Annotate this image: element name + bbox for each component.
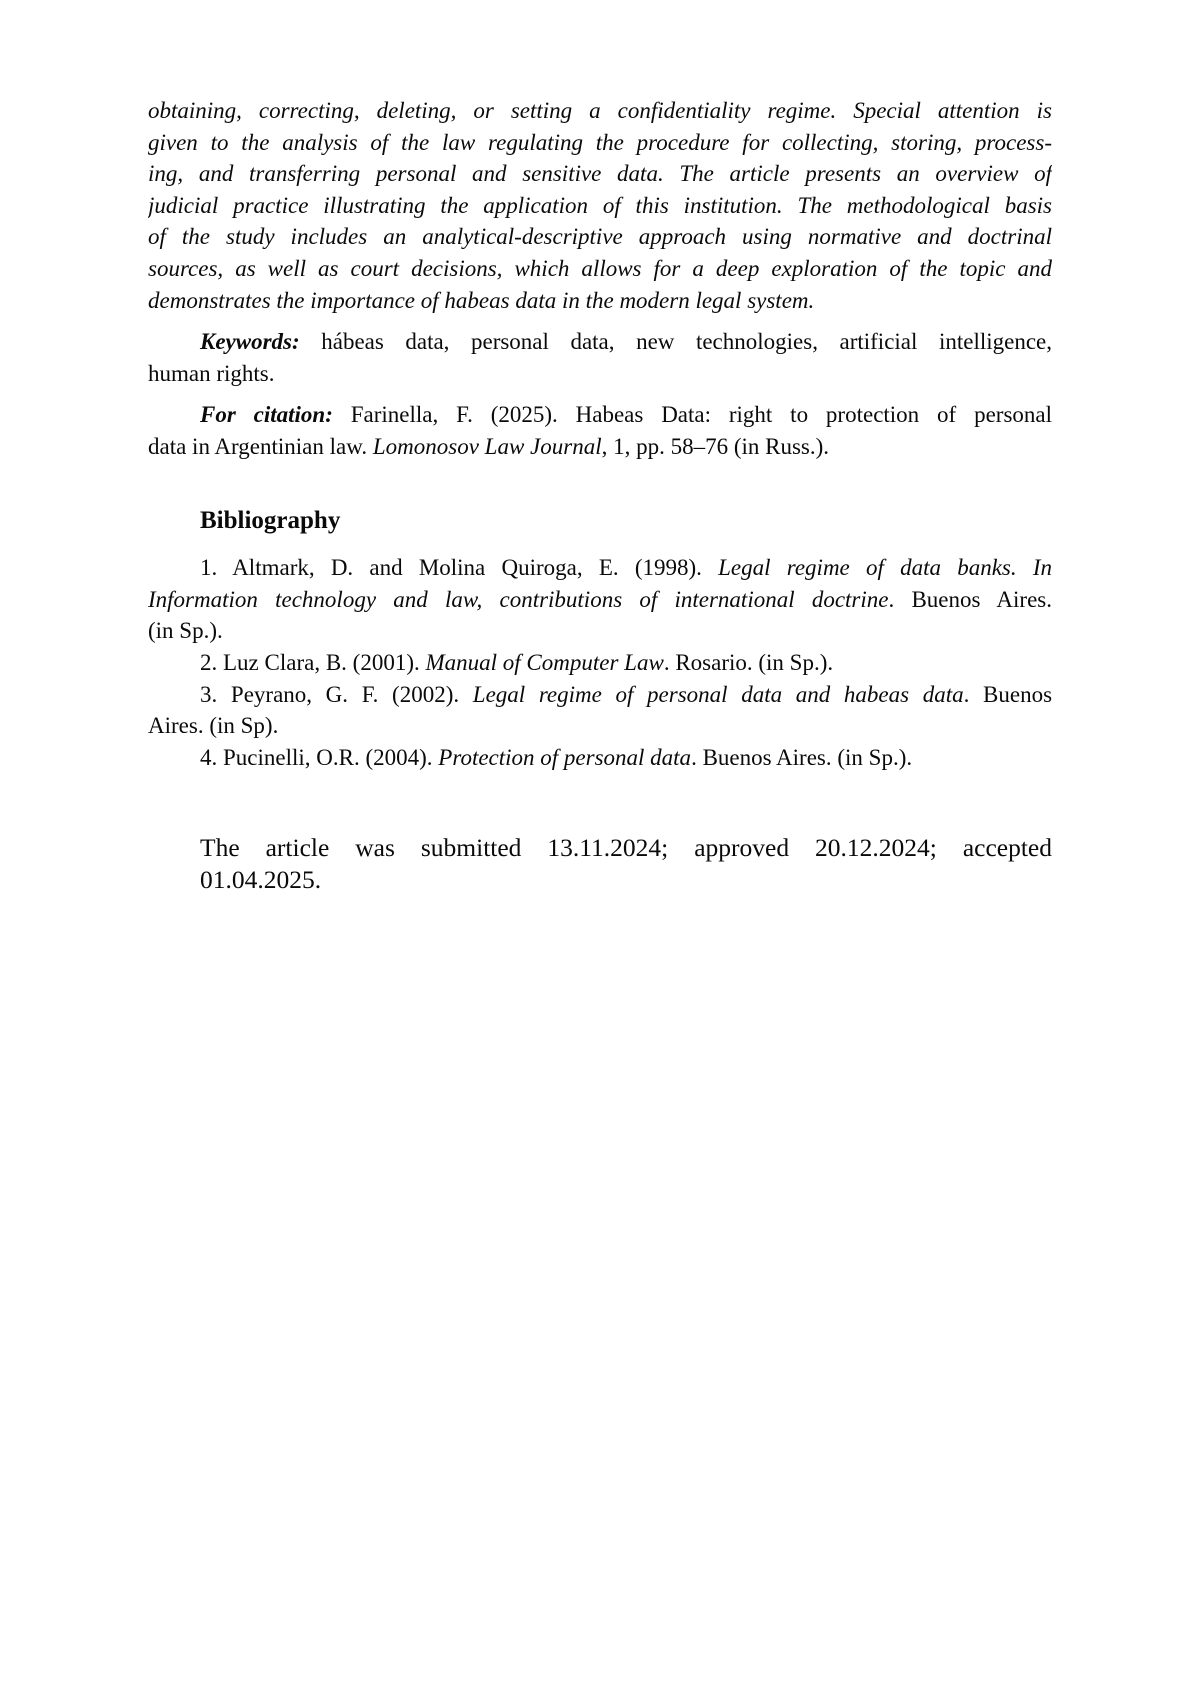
paragraph-bib-4 — [148, 742, 1052, 774]
text-line — [148, 647, 1052, 679]
text-line — [148, 158, 1052, 190]
text-segment: demonstrates the importance of habeas data in the modern legal system. — [148, 287, 815, 313]
text-segment: Farinella, F. (2025). Habeas Data: right to protection of personal — [332, 402, 1052, 428]
text-segment: Aires. (in Sp). — [148, 713, 279, 739]
text-line — [200, 832, 1052, 864]
text-line — [148, 584, 1052, 616]
text-segment: 01.04.2025. — [200, 864, 322, 894]
text-segment: . Buenos Aires. — [888, 586, 1052, 612]
text-segment: hábeas data, personal data, new technologies, artificial intelligence, — [299, 329, 1052, 355]
text-line — [148, 95, 1052, 127]
text-line — [148, 615, 1052, 647]
text-segment: Legal regime of data banks. In — [718, 555, 1052, 581]
text-line — [148, 505, 1052, 537]
text-segment: obtaining, correcting, deleting, or setting a confidentiality regime. Special attention is — [148, 98, 1052, 123]
paragraph-keywords — [148, 326, 1052, 389]
paragraph-bib-heading — [148, 505, 1052, 537]
text-line — [148, 285, 1052, 317]
text-line — [148, 127, 1052, 159]
text-line — [200, 864, 1052, 896]
text-line — [148, 399, 1052, 431]
text-line — [148, 742, 1052, 774]
text-line — [148, 710, 1052, 742]
text-segment: Protection of personal data — [438, 744, 692, 770]
paragraph-dates — [148, 832, 1052, 895]
text-segment: Lomonosov Law Journal — [372, 433, 602, 459]
text-segment: For citation: — [200, 402, 333, 428]
text-line — [148, 679, 1052, 711]
text-segment: given to the analysis of the law regulating the procedure for collecting, storing, process- — [148, 129, 1052, 155]
text-segment: The article was submitted 13.11.2024; approved 20.12.2024; accepted — [200, 833, 1052, 863]
text-segment: 3. Peyrano, G. F. (2002). — [200, 681, 473, 707]
text-column — [148, 95, 1052, 895]
text-segment: , 1, pp. 58–76 (in Russ.). — [601, 433, 830, 459]
text-segment: ing, and transferring personal and sensitive data. The article presents an overview of — [148, 161, 1052, 187]
paragraph-citation — [148, 399, 1052, 462]
text-segment: Keywords: — [200, 329, 300, 355]
text-line — [148, 552, 1052, 584]
text-segment: Manual of Computer Law — [425, 649, 664, 675]
text-segment: 4. Pucinelli, O.R. (2004). — [200, 744, 439, 770]
text-segment: 1. Altmark, D. and Molina Quiroga, E. (1998). — [200, 555, 719, 581]
text-segment: . Buenos Aires. (in Sp.). — [691, 744, 913, 770]
paragraph-bib-2 — [148, 647, 1052, 679]
text-segment: . Rosario. (in Sp.). — [663, 649, 834, 675]
paragraph-bib-3 — [148, 679, 1052, 742]
text-line — [148, 431, 1052, 463]
text-segment: Legal regime of personal data and habeas data — [472, 681, 964, 707]
text-segment: . Buenos — [963, 681, 1052, 707]
text-segment: 2. Luz Clara, B. (2001). — [200, 649, 426, 675]
text-line — [148, 190, 1052, 222]
text-line — [148, 221, 1052, 253]
text-segment: sources, as well as court decisions, which allows for a deep exploration of the topic and — [148, 255, 1052, 281]
text-segment: judicial practice illustrating the application of this institution. The methodological basis — [148, 192, 1052, 218]
paragraph-abstract — [148, 95, 1052, 316]
text-segment: human rights. — [148, 360, 275, 386]
text-segment: data in Argentinian law. — [148, 433, 373, 459]
text-segment: (in Sp.). — [148, 618, 223, 644]
text-line — [148, 253, 1052, 285]
text-line — [148, 326, 1052, 358]
text-segment: of the study includes an analytical-descriptive approach using normative and doctrinal — [148, 224, 1052, 250]
text-segment: Information technology and law, contributions of international doctrine — [148, 586, 889, 612]
text-line — [148, 358, 1052, 390]
paragraph-bib-1 — [148, 552, 1052, 647]
text-segment: Bibliography — [200, 506, 341, 534]
